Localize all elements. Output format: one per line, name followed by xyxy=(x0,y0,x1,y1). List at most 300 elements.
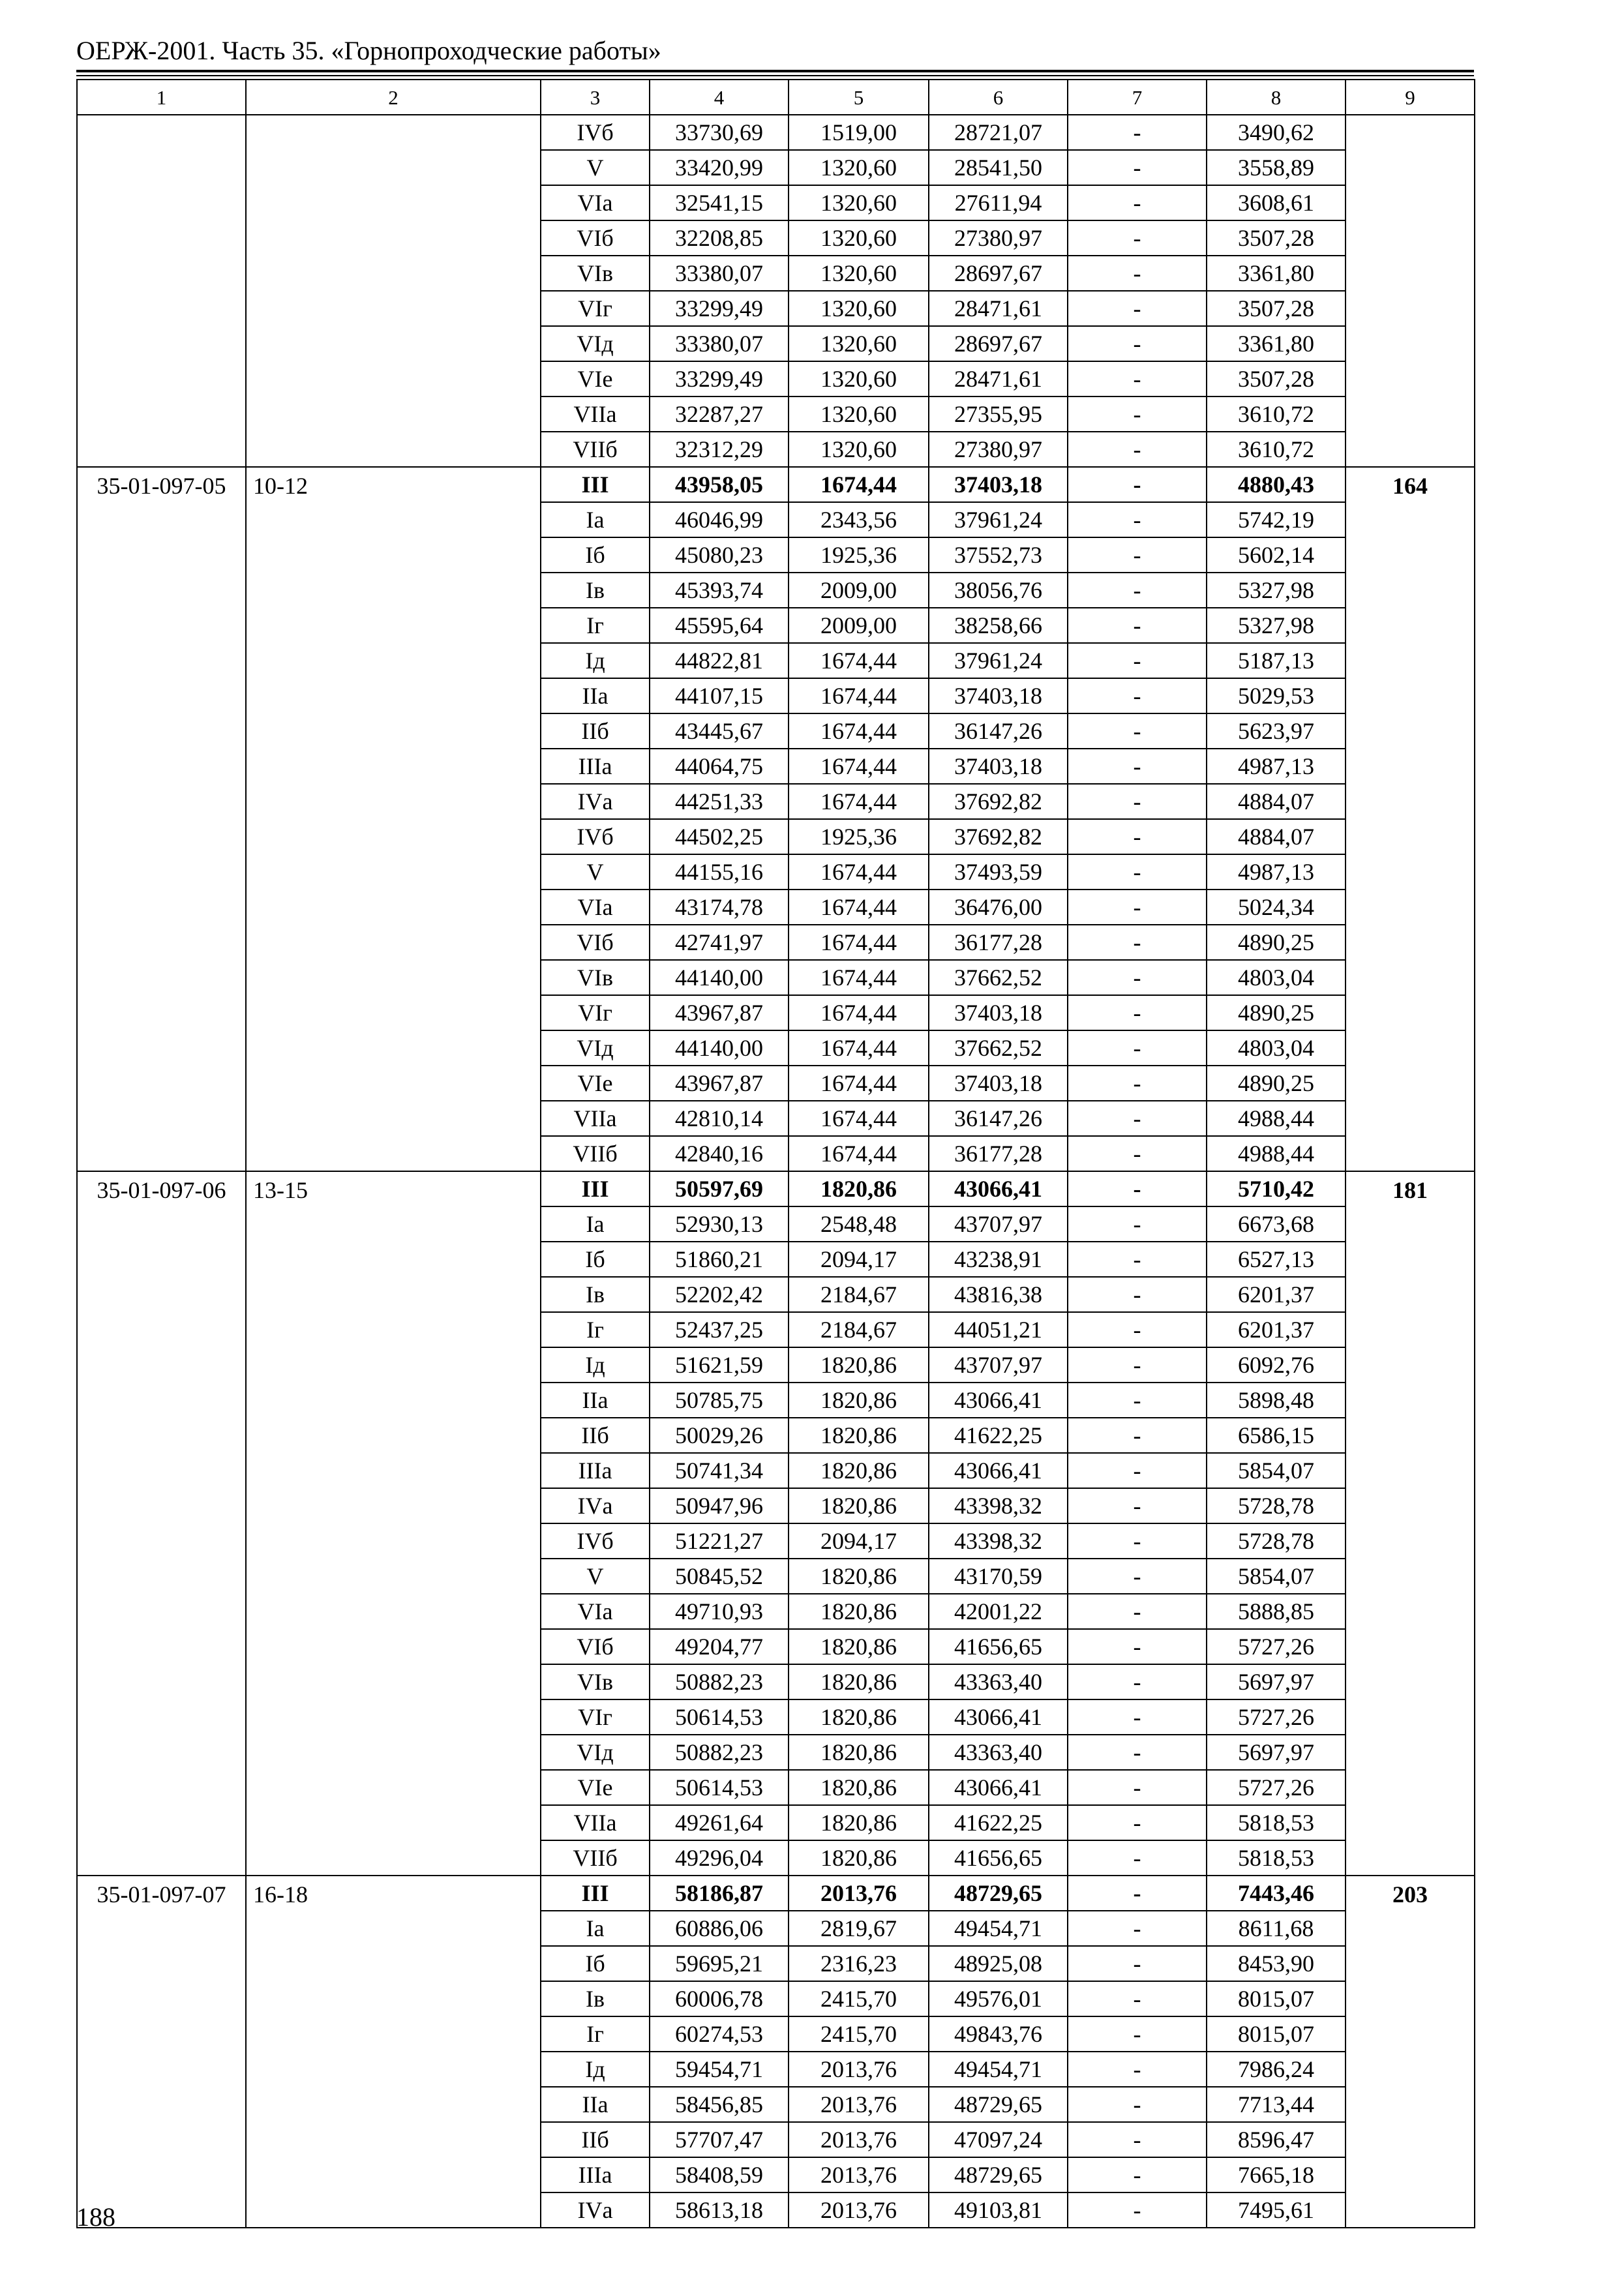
value-cell: 51221,27 xyxy=(650,1523,789,1559)
value-cell: 43066,41 xyxy=(929,1171,1068,1206)
value-cell: 42810,14 xyxy=(650,1101,789,1136)
value-cell: 37403,18 xyxy=(929,749,1068,784)
value-cell: 1674,44 xyxy=(789,995,929,1030)
value-cell: 1820,86 xyxy=(789,1559,929,1594)
value-cell: 8596,47 xyxy=(1207,2122,1346,2157)
value-cell: - xyxy=(1068,1876,1207,1911)
value-cell: 49296,04 xyxy=(650,1840,789,1876)
value-cell: - xyxy=(1068,467,1207,502)
value-cell: 42840,16 xyxy=(650,1136,789,1171)
value-cell: 43445,67 xyxy=(650,713,789,749)
value-cell: 2316,23 xyxy=(789,1946,929,1981)
value-cell: - xyxy=(1068,1488,1207,1523)
value-cell: 50597,69 xyxy=(650,1171,789,1206)
value-cell: 2415,70 xyxy=(789,1981,929,2016)
value-cell: 36177,28 xyxy=(929,1136,1068,1171)
value-cell: 1820,86 xyxy=(789,1488,929,1523)
value-cell: 4803,04 xyxy=(1207,1030,1346,1066)
value-cell: 32287,27 xyxy=(650,396,789,432)
value-cell: 5818,53 xyxy=(1207,1840,1346,1876)
value-cell: 41622,25 xyxy=(929,1805,1068,1840)
value-cell: 36177,28 xyxy=(929,925,1068,960)
value-cell: 3608,61 xyxy=(1207,185,1346,220)
category-cell: Iд xyxy=(541,1347,650,1383)
category-cell: VIд xyxy=(541,1030,650,1066)
value-cell: - xyxy=(1068,1066,1207,1101)
value-cell: 2013,76 xyxy=(789,2192,929,2228)
header-rule-thin xyxy=(76,75,1474,76)
value-cell: 2184,67 xyxy=(789,1277,929,1312)
category-cell: VIа xyxy=(541,890,650,925)
value-cell: 48729,65 xyxy=(929,2157,1068,2192)
category-cell: VIб xyxy=(541,220,650,256)
value-cell: 58613,18 xyxy=(650,2192,789,2228)
category-cell: IVа xyxy=(541,1488,650,1523)
value-cell: 43066,41 xyxy=(929,1453,1068,1488)
value-cell: - xyxy=(1068,854,1207,890)
value-cell: 37662,52 xyxy=(929,960,1068,995)
category-cell: VIд xyxy=(541,326,650,361)
value-cell: 2013,76 xyxy=(789,1876,929,1911)
category-cell: IIа xyxy=(541,678,650,713)
value-cell: 43398,32 xyxy=(929,1488,1068,1523)
category-cell: VIв xyxy=(541,1664,650,1699)
category-cell: V xyxy=(541,150,650,185)
value-cell: 8453,90 xyxy=(1207,1946,1346,1981)
column-header: 2 xyxy=(246,80,541,115)
category-cell: Iв xyxy=(541,573,650,608)
value-cell: 49454,71 xyxy=(929,2052,1068,2087)
category-cell: VIIб xyxy=(541,1136,650,1171)
value-cell: 5024,34 xyxy=(1207,890,1346,925)
category-cell: Iа xyxy=(541,1206,650,1242)
value-cell: 4890,25 xyxy=(1207,1066,1346,1101)
value-cell: 41622,25 xyxy=(929,1418,1068,1453)
value-cell: 1820,86 xyxy=(789,1347,929,1383)
value-cell: 1674,44 xyxy=(789,1030,929,1066)
category-cell: IIIа xyxy=(541,1453,650,1488)
value-cell: 37692,82 xyxy=(929,819,1068,854)
index-cell: 203 xyxy=(1346,1876,1475,2228)
value-cell: 60274,53 xyxy=(650,2016,789,2052)
value-cell: 1674,44 xyxy=(789,643,929,678)
value-cell: 32312,29 xyxy=(650,432,789,467)
value-cell: - xyxy=(1068,1136,1207,1171)
value-cell: 1820,86 xyxy=(789,1770,929,1805)
value-cell: 6092,76 xyxy=(1207,1347,1346,1383)
column-header: 7 xyxy=(1068,80,1207,115)
value-cell: - xyxy=(1068,1206,1207,1242)
category-cell: IIб xyxy=(541,2122,650,2157)
category-cell: VIIб xyxy=(541,432,650,467)
value-cell: 43967,87 xyxy=(650,1066,789,1101)
value-cell: 44251,33 xyxy=(650,784,789,819)
rate-code-cell: 35-01-097-06 xyxy=(77,1171,246,1876)
value-cell: 33299,49 xyxy=(650,361,789,396)
value-cell: - xyxy=(1068,1383,1207,1418)
value-cell: 1320,60 xyxy=(789,150,929,185)
value-cell: 2013,76 xyxy=(789,2087,929,2122)
value-cell: 3558,89 xyxy=(1207,150,1346,185)
value-cell: - xyxy=(1068,1770,1207,1805)
value-cell: 1320,60 xyxy=(789,256,929,291)
value-cell: 32541,15 xyxy=(650,185,789,220)
value-cell: 43238,91 xyxy=(929,1242,1068,1277)
value-cell: - xyxy=(1068,1171,1207,1206)
value-cell: 5727,26 xyxy=(1207,1770,1346,1805)
value-cell: - xyxy=(1068,643,1207,678)
value-cell: 1320,60 xyxy=(789,361,929,396)
category-cell: IVб xyxy=(541,1523,650,1559)
value-cell: 49710,93 xyxy=(650,1594,789,1629)
value-cell: - xyxy=(1068,291,1207,326)
value-cell: 57707,47 xyxy=(650,2122,789,2157)
value-cell: 4890,25 xyxy=(1207,925,1346,960)
value-cell: 27380,97 xyxy=(929,220,1068,256)
category-cell: IVб xyxy=(541,115,650,150)
value-cell: 43170,59 xyxy=(929,1559,1068,1594)
value-cell: 1820,86 xyxy=(789,1383,929,1418)
value-cell: 3610,72 xyxy=(1207,396,1346,432)
value-cell: 37403,18 xyxy=(929,995,1068,1030)
value-cell: 7713,44 xyxy=(1207,2087,1346,2122)
value-cell: 43066,41 xyxy=(929,1383,1068,1418)
value-cell: 2013,76 xyxy=(789,2122,929,2157)
table-body xyxy=(76,115,1475,2232)
value-cell: - xyxy=(1068,1629,1207,1664)
value-cell: 50785,75 xyxy=(650,1383,789,1418)
value-cell: 6673,68 xyxy=(1207,1206,1346,1242)
value-cell: 4803,04 xyxy=(1207,960,1346,995)
table-row xyxy=(77,467,1475,502)
value-cell: 28697,67 xyxy=(929,326,1068,361)
value-cell: 1674,44 xyxy=(789,784,929,819)
value-cell: 33730,69 xyxy=(650,115,789,150)
value-cell: 4988,44 xyxy=(1207,1101,1346,1136)
value-cell: - xyxy=(1068,185,1207,220)
value-cell: - xyxy=(1068,1418,1207,1453)
value-cell: 8015,07 xyxy=(1207,1981,1346,2016)
value-cell: - xyxy=(1068,1277,1207,1312)
value-cell: 37692,82 xyxy=(929,784,1068,819)
value-cell: 38056,76 xyxy=(929,573,1068,608)
value-cell: 1320,60 xyxy=(789,326,929,361)
value-cell: - xyxy=(1068,326,1207,361)
value-cell: 8611,68 xyxy=(1207,1911,1346,1946)
page-number: 188 xyxy=(76,2202,115,2232)
category-cell: VIIа xyxy=(541,396,650,432)
category-cell: Iб xyxy=(541,1946,650,1981)
category-cell: VIб xyxy=(541,1629,650,1664)
value-cell: 5888,85 xyxy=(1207,1594,1346,1629)
value-cell: 50882,23 xyxy=(650,1735,789,1770)
category-cell: VIг xyxy=(541,995,650,1030)
value-cell: 36147,26 xyxy=(929,1101,1068,1136)
value-cell: 43707,97 xyxy=(929,1347,1068,1383)
value-cell: 6201,37 xyxy=(1207,1312,1346,1347)
value-cell: 44822,81 xyxy=(650,643,789,678)
value-cell: 37403,18 xyxy=(929,678,1068,713)
value-cell: - xyxy=(1068,1981,1207,2016)
value-cell: 1320,60 xyxy=(789,220,929,256)
value-cell: 50947,96 xyxy=(650,1488,789,1523)
category-cell: Iб xyxy=(541,1242,650,1277)
column-number-row xyxy=(77,80,1475,115)
value-cell: 1820,86 xyxy=(789,1805,929,1840)
value-cell: 44107,15 xyxy=(650,678,789,713)
value-cell: 3610,72 xyxy=(1207,432,1346,467)
value-cell: 52202,42 xyxy=(650,1277,789,1312)
category-cell: Iв xyxy=(541,1981,650,2016)
value-cell: 49454,71 xyxy=(929,1911,1068,1946)
value-cell: - xyxy=(1068,1911,1207,1946)
category-cell: VIа xyxy=(541,1594,650,1629)
value-cell: 59454,71 xyxy=(650,2052,789,2087)
category-cell: IIб xyxy=(541,713,650,749)
value-cell: 7495,61 xyxy=(1207,2192,1346,2228)
value-cell: 28471,61 xyxy=(929,361,1068,396)
value-cell: - xyxy=(1068,1559,1207,1594)
value-cell: 5728,78 xyxy=(1207,1488,1346,1523)
value-cell: 1674,44 xyxy=(789,854,929,890)
value-cell: 27611,94 xyxy=(929,185,1068,220)
value-cell: - xyxy=(1068,1594,1207,1629)
value-cell: 1674,44 xyxy=(789,749,929,784)
category-cell: Iб xyxy=(541,537,650,573)
value-cell: 1820,86 xyxy=(789,1699,929,1735)
value-cell: 59695,21 xyxy=(650,1946,789,1981)
value-cell: 1820,86 xyxy=(789,1664,929,1699)
rate-code-cell: 35-01-097-05 xyxy=(77,467,246,1171)
value-cell: 41656,65 xyxy=(929,1840,1068,1876)
value-cell: - xyxy=(1068,925,1207,960)
value-cell: 51860,21 xyxy=(650,1242,789,1277)
value-cell: - xyxy=(1068,2192,1207,2228)
section-cell: 10-12 xyxy=(246,467,541,1171)
category-cell: IVб xyxy=(541,819,650,854)
column-header: 1 xyxy=(77,80,246,115)
value-cell: 4880,43 xyxy=(1207,467,1346,502)
value-cell: 37961,24 xyxy=(929,502,1068,537)
category-cell: III xyxy=(541,1876,650,1911)
value-cell: 1820,86 xyxy=(789,1594,929,1629)
value-cell: - xyxy=(1068,819,1207,854)
value-cell: 37961,24 xyxy=(929,643,1068,678)
value-cell: 50029,26 xyxy=(650,1418,789,1453)
value-cell: 44064,75 xyxy=(650,749,789,784)
value-cell: - xyxy=(1068,678,1207,713)
value-cell: 43707,97 xyxy=(929,1206,1068,1242)
value-cell: 44140,00 xyxy=(650,1030,789,1066)
rate-code-cell: 35-01-097-07 xyxy=(77,1876,246,2228)
value-cell: - xyxy=(1068,1735,1207,1770)
index-cell: 164 xyxy=(1346,467,1475,1171)
value-cell: 3361,80 xyxy=(1207,326,1346,361)
value-cell: 3361,80 xyxy=(1207,256,1346,291)
value-cell: 44502,25 xyxy=(650,819,789,854)
value-cell: 43363,40 xyxy=(929,1664,1068,1699)
category-cell: IIIа xyxy=(541,749,650,784)
category-cell: VIе xyxy=(541,1066,650,1101)
column-header: 4 xyxy=(650,80,789,115)
value-cell: 1320,60 xyxy=(789,432,929,467)
value-cell: - xyxy=(1068,1840,1207,1876)
value-cell: 5898,48 xyxy=(1207,1383,1346,1418)
category-cell: VIе xyxy=(541,1770,650,1805)
value-cell: 4890,25 xyxy=(1207,995,1346,1030)
value-cell: 42741,97 xyxy=(650,925,789,960)
value-cell: 8015,07 xyxy=(1207,2016,1346,2052)
value-cell: - xyxy=(1068,1242,1207,1277)
value-cell: 5727,26 xyxy=(1207,1629,1346,1664)
value-cell: 49843,76 xyxy=(929,2016,1068,2052)
value-cell: 49103,81 xyxy=(929,2192,1068,2228)
value-cell: - xyxy=(1068,1805,1207,1840)
value-cell: 33380,07 xyxy=(650,256,789,291)
value-cell: 2013,76 xyxy=(789,2052,929,2087)
value-cell: 43066,41 xyxy=(929,1770,1068,1805)
value-cell: - xyxy=(1068,115,1207,150)
value-cell: 2819,67 xyxy=(789,1911,929,1946)
value-cell: 50882,23 xyxy=(650,1664,789,1699)
value-cell: 44155,16 xyxy=(650,854,789,890)
value-cell: 50741,34 xyxy=(650,1453,789,1488)
category-cell: IIа xyxy=(541,2087,650,2122)
value-cell: - xyxy=(1068,537,1207,573)
value-cell: 58408,59 xyxy=(650,2157,789,2192)
value-cell: 4987,13 xyxy=(1207,854,1346,890)
value-cell: 37493,59 xyxy=(929,854,1068,890)
value-cell: 4884,07 xyxy=(1207,784,1346,819)
value-cell: 36147,26 xyxy=(929,713,1068,749)
table-row xyxy=(77,1876,1475,1911)
price-table xyxy=(76,79,1475,2232)
value-cell: 1674,44 xyxy=(789,890,929,925)
value-cell: 28541,50 xyxy=(929,150,1068,185)
value-cell: - xyxy=(1068,1453,1207,1488)
value-cell: 1320,60 xyxy=(789,185,929,220)
value-cell: 7986,24 xyxy=(1207,2052,1346,2087)
value-cell: 52437,25 xyxy=(650,1312,789,1347)
category-cell: Iв xyxy=(541,1277,650,1312)
value-cell: 2009,00 xyxy=(789,573,929,608)
category-cell: III xyxy=(541,467,650,502)
value-cell: 28721,07 xyxy=(929,115,1068,150)
value-cell: 60006,78 xyxy=(650,1981,789,2016)
category-cell: VIг xyxy=(541,1699,650,1735)
value-cell: 1674,44 xyxy=(789,1066,929,1101)
value-cell: 37552,73 xyxy=(929,537,1068,573)
value-cell: 1674,44 xyxy=(789,678,929,713)
value-cell: - xyxy=(1068,2157,1207,2192)
category-cell: IIб xyxy=(541,1418,650,1453)
value-cell: 1820,86 xyxy=(789,1629,929,1664)
value-cell: 46046,99 xyxy=(650,502,789,537)
value-cell: - xyxy=(1068,361,1207,396)
value-cell: - xyxy=(1068,432,1207,467)
value-cell: 5728,78 xyxy=(1207,1523,1346,1559)
value-cell: 4884,07 xyxy=(1207,819,1346,854)
value-cell: 1519,00 xyxy=(789,115,929,150)
value-cell: 7443,46 xyxy=(1207,1876,1346,1911)
value-cell: - xyxy=(1068,502,1207,537)
value-cell: 44140,00 xyxy=(650,960,789,995)
value-cell: 2343,56 xyxy=(789,502,929,537)
value-cell: - xyxy=(1068,573,1207,608)
value-cell: 48729,65 xyxy=(929,1876,1068,1911)
value-cell: - xyxy=(1068,890,1207,925)
category-cell: Iа xyxy=(541,502,650,537)
value-cell: 49261,64 xyxy=(650,1805,789,1840)
value-cell: 43958,05 xyxy=(650,467,789,502)
section-cell xyxy=(246,115,541,467)
value-cell: 2094,17 xyxy=(789,1242,929,1277)
value-cell: 1320,60 xyxy=(789,291,929,326)
category-cell: VIIа xyxy=(541,1805,650,1840)
category-cell: V xyxy=(541,1559,650,1594)
value-cell: 50614,53 xyxy=(650,1699,789,1735)
value-cell: 5327,98 xyxy=(1207,573,1346,608)
value-cell: 43398,32 xyxy=(929,1523,1068,1559)
value-cell: - xyxy=(1068,2087,1207,2122)
value-cell: 6527,13 xyxy=(1207,1242,1346,1277)
value-cell: 5727,26 xyxy=(1207,1699,1346,1735)
value-cell: - xyxy=(1068,784,1207,819)
value-cell: - xyxy=(1068,396,1207,432)
value-cell: 5818,53 xyxy=(1207,1805,1346,1840)
category-cell: Iг xyxy=(541,2016,650,2052)
value-cell: 28697,67 xyxy=(929,256,1068,291)
document-header: ОЕРЖ-2001. Часть 35. «Горнопроходческие работы» xyxy=(76,36,661,65)
value-cell: 48925,08 xyxy=(929,1946,1068,1981)
column-header: 8 xyxy=(1207,80,1346,115)
section-cell: 13-15 xyxy=(246,1171,541,1876)
value-cell: 60886,06 xyxy=(650,1911,789,1946)
value-cell: - xyxy=(1068,1699,1207,1735)
value-cell: 42001,22 xyxy=(929,1594,1068,1629)
value-cell: - xyxy=(1068,1664,1207,1699)
category-cell: IVа xyxy=(541,784,650,819)
value-cell: 2415,70 xyxy=(789,2016,929,2052)
value-cell: - xyxy=(1068,1347,1207,1383)
value-cell: - xyxy=(1068,150,1207,185)
value-cell: 45595,64 xyxy=(650,608,789,643)
value-cell: 5697,97 xyxy=(1207,1735,1346,1770)
value-cell: 48729,65 xyxy=(929,2087,1068,2122)
category-cell: VIе xyxy=(541,361,650,396)
column-header: 3 xyxy=(541,80,650,115)
rate-code-cell xyxy=(77,115,246,467)
value-cell: 6201,37 xyxy=(1207,1277,1346,1312)
value-cell: 58456,85 xyxy=(650,2087,789,2122)
value-cell: 45080,23 xyxy=(650,537,789,573)
category-cell: VIд xyxy=(541,1735,650,1770)
value-cell: 43967,87 xyxy=(650,995,789,1030)
value-cell: 3507,28 xyxy=(1207,361,1346,396)
value-cell: 5710,42 xyxy=(1207,1171,1346,1206)
value-cell: 28471,61 xyxy=(929,291,1068,326)
value-cell: 38258,66 xyxy=(929,608,1068,643)
value-cell: - xyxy=(1068,1030,1207,1066)
value-cell: 4987,13 xyxy=(1207,749,1346,784)
value-cell: - xyxy=(1068,1312,1207,1347)
value-cell: 27380,97 xyxy=(929,432,1068,467)
index-cell xyxy=(1346,115,1475,467)
value-cell: 43363,40 xyxy=(929,1735,1068,1770)
value-cell: 3507,28 xyxy=(1207,220,1346,256)
value-cell: 2013,76 xyxy=(789,2157,929,2192)
category-cell: VIв xyxy=(541,256,650,291)
